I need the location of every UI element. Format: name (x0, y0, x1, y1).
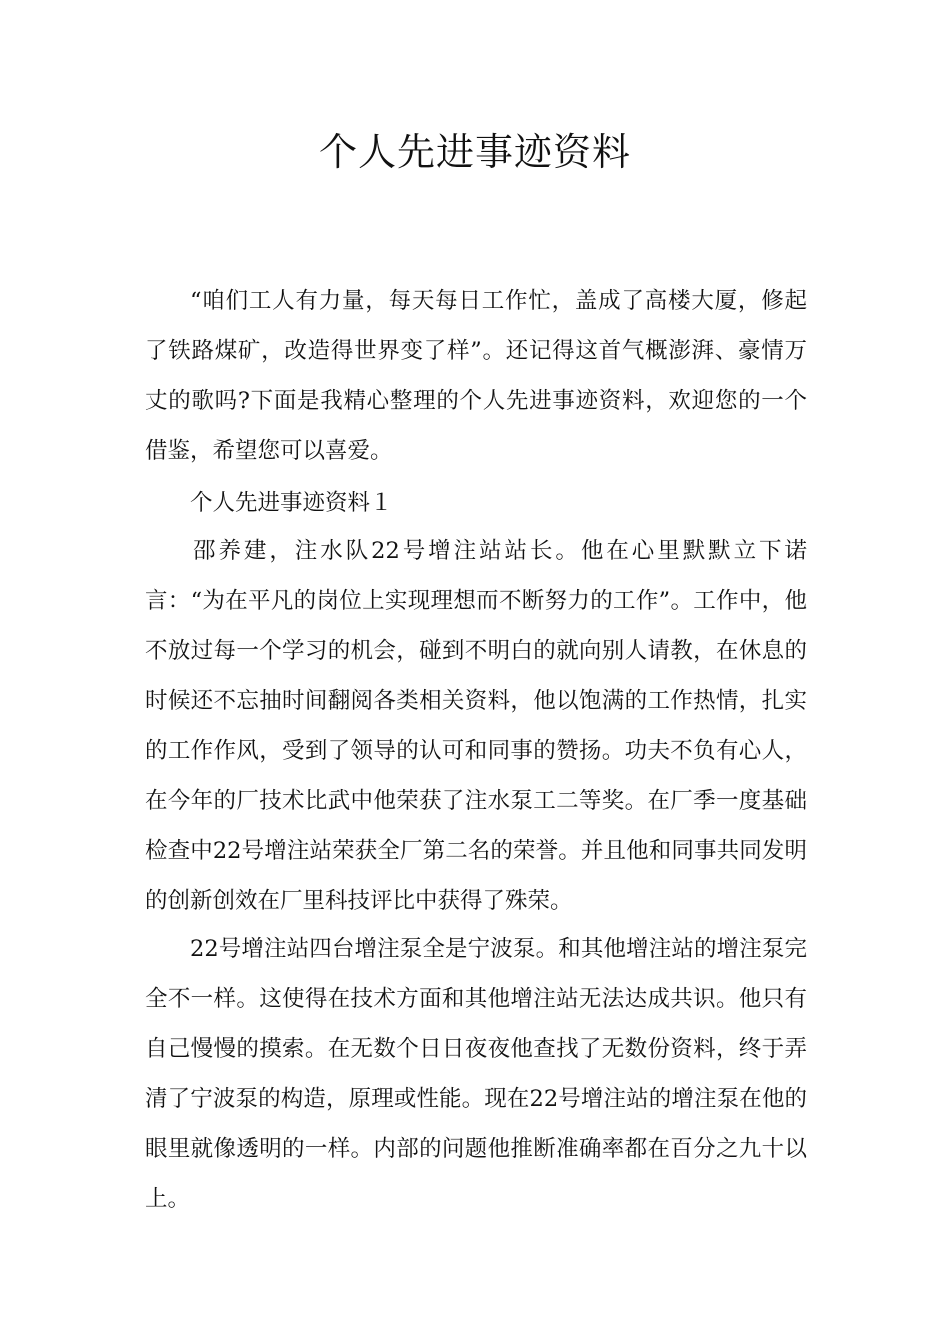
intro-paragraph: “咱们工人有力量，每天每日工作忙，盖成了高楼大厦，修起了铁路煤矿，改造得世界变了样”。还记得这首气概澎湃、豪情万丈的歌吗?下面是我精心整理的个人先进事迹资料，欢迎您的一个借鉴，希望您可以喜爱。 (145, 288, 807, 464)
story-paragraph-2: 22号增注站四台增注泵全是宁波泵。和其他增注站的增注泵完全不一样。这使得在技术方面和其他增注站无法达成共识。他只有自己慢慢的摸索。在无数个日日夜夜他查找了无数份资料，终于弄清了宁波泵的构造，原理或性能。现在22号增注站的增注泵在他的眼里就像透明的一样。内部的问题他推断准确率都在百分之九十以上。 (145, 936, 807, 1212)
document-title: 个人先进事迹资料 (318, 130, 631, 174)
section-heading: 个人先进事迹资料１ (190, 490, 393, 516)
story-paragraph-1: 邵养建，注水队22号增注站站长。他在心里默默立下诺言：“为在平凡的岗位上实现理想而不断努力的工作”。工作中，他不放过每一个学习的机会，碰到不明白的就向别人请教，在休息的时候还不忘抽时间翻阅各类相关资料，他以饱满的工作热情，扎实的工作作风，受到了领导的认可和同事的赞扬。功夫不负有心人，在今年的厂技术比武中他荣获了注水泵工二等奖。在厂季一度基础检查中22号增注站荣获全厂第二名的荣誉。并且他和同事共同发明的创新创效在厂里科技评比中获得了殊荣。 (145, 538, 807, 914)
